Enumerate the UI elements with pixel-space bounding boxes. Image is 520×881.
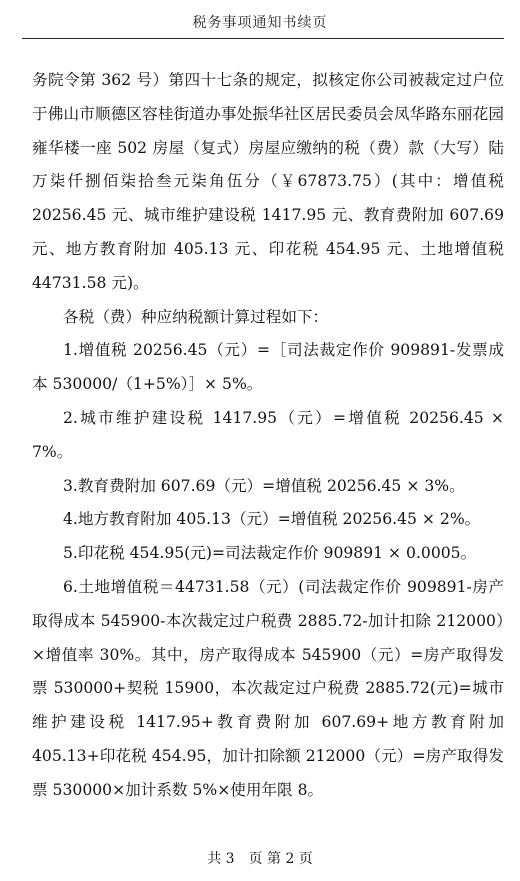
paragraph-education-surcharge: 3.教育费附加 607.69（元）=增值税 20256.45 × 3%。 (63, 476, 465, 495)
paragraph-stamp-tax: 5.印花税 454.95(元)=司法裁定作价 909891 × 0.0005。 (63, 544, 477, 563)
page-header-title: 税务事项通知书续页 (192, 15, 328, 31)
paragraph-local-education: 4.地方教育附加 405.13（元）=增值税 20256.45 × 2%。 (63, 510, 481, 529)
header-divider (22, 38, 504, 39)
paragraph-vat: 1.增值税 20256.45（元）=［司法裁定作价 909891-发票成本 530000/（1+5%）］× 5%。 (32, 341, 504, 394)
paragraph-calc-intro: 各税（费）种应纳税额计算过程如下： (63, 307, 329, 326)
paragraph-regulation: 务院令第 362 号）第四十七条的规定，拟核定你公司被裁定过户位于佛山市顺德区容桂街道办事处振华社区居民委员会凤华路东丽花园雍华楼一座 502 房屋（复式）房屋应缴纳的税（费）款（大写）陆万柒仟捌佰柒拾叁元柒角伍分（￥67873.75）(其中：增值税 20256.45 元、城市维护建设税 1417.95 元、教育费附加 607.69 元、地方教育附加 405.13 元、印花税 454.95 元、土地增值税 44731.58 元)。 (32, 71, 504, 292)
paragraph-land-vat: 6.土地增值税＝44731.58（元）(司法裁定作价 909891-房产取得成本 545900-本次裁定过户税费 2885.72-加计扣除 212000）×增值率 30%。其中，房产取得成本 545900（元）=房产取得发票 530000+契税 15900，本次裁定过户税费 2885.72(元)=城市维护建设税 1417.95+教育费附加 607.69+地方教育附加 405.13+印花税 454.95，加计扣除额 212000（元）=房产取得发票 530000×加计系数 5%×使用年限 8。 (32, 577, 504, 799)
page-footer-number: 共 3 页 第 2 页 (207, 851, 313, 867)
paragraph-urban-tax: 2.城市维护建设税 1417.95（元）=增值税 20256.45 × 7%。 (32, 408, 504, 461)
document-body (32, 64, 504, 808)
